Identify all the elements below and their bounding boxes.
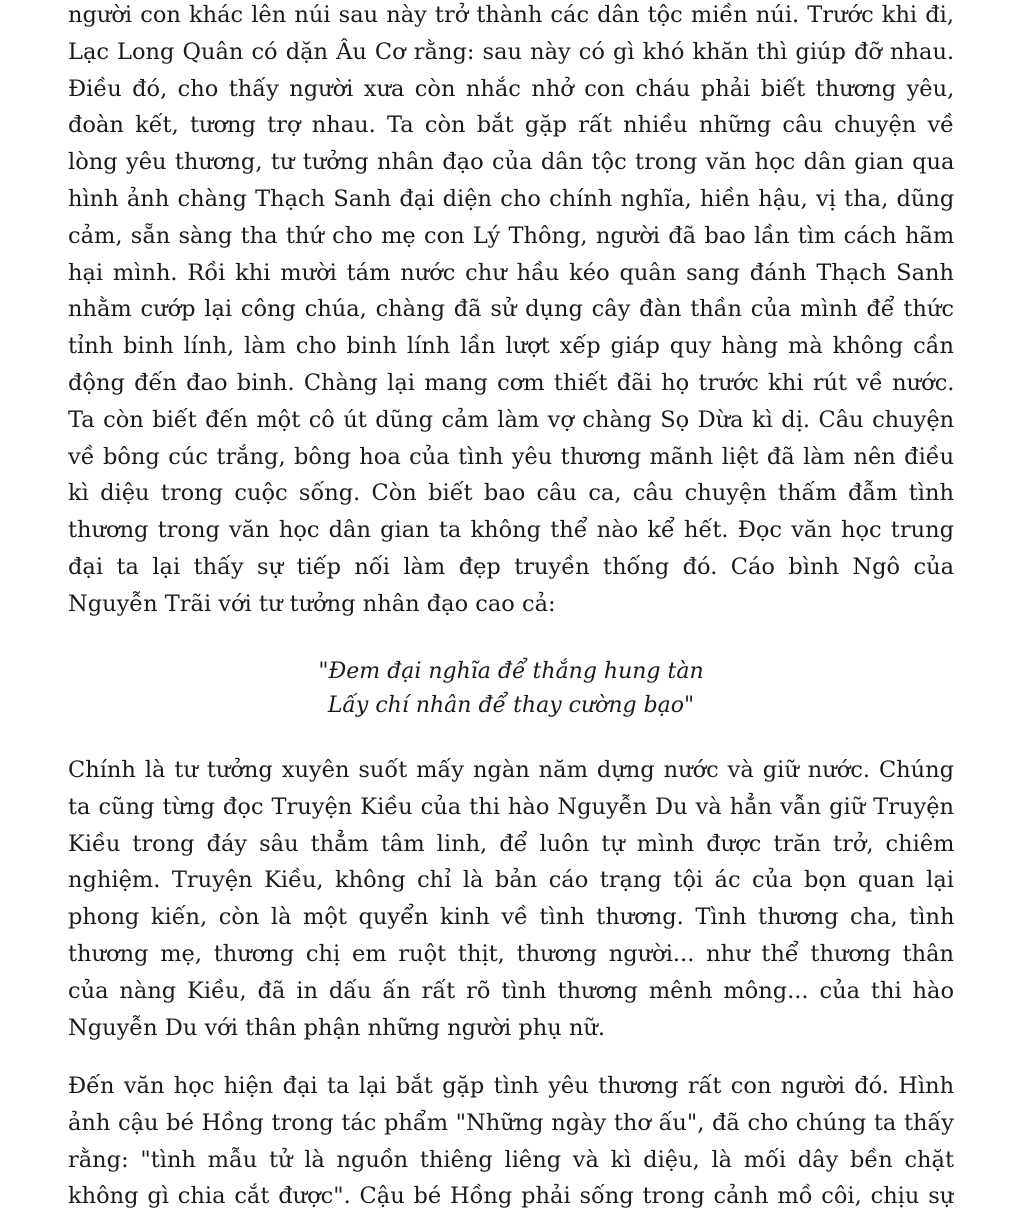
text-line: Điều đó, cho thấy người xưa còn nhắc nhở con cháu phải biết thương yêu, <box>68 75 954 102</box>
text-line: lòng yêu thương, tư tưởng nhân đạo của dân tộc trong văn học dân gian qua <box>68 149 954 176</box>
text-line: hại mình. Rồi khi mười tám nước chư hầu kéo quân sang đánh Thạch Sanh <box>68 259 954 286</box>
text-line: ảnh cậu bé Hồng trong tác phẩm "Những ngày thơ ấu", đã cho chúng ta thấy <box>68 1109 954 1136</box>
text-line: Chính là tư tưởng xuyên suốt mấy ngàn năm dựng nước và giữ nước. Chúng <box>68 757 954 783</box>
text-line: về bông cúc trắng, bông hoa của tình yêu thương mãnh liệt đã làm nên điều <box>68 443 954 470</box>
text-line: đại ta lại thấy sự tiếp nối làm đẹp truyền thống đó. Cáo bình Ngô của <box>68 553 954 580</box>
paragraph-3 <box>68 1068 954 1215</box>
quote-line: "Đem đại nghĩa để thắng hung tàn <box>318 659 704 684</box>
text-line: ta cũng từng đọc Truyện Kiều của thi hào Nguyễn Du và hẳn vẫn giữ Truyện <box>68 793 954 820</box>
text-line: kì diệu trong cuộc sống. Còn biết bao câu ca, câu chuyện thấm đẫm tình <box>68 480 954 507</box>
text-line: Nguyễn Trãi với tư tưởng nhân đạo cao cả: <box>68 590 556 617</box>
text-line: hình ảnh chàng Thạch Sanh đại diện cho chính nghĩa, hiền hậu, vị tha, dũng <box>68 185 954 212</box>
text-line: Đến văn học hiện đại ta lại bắt gặp tình yêu thương rất con người đó. Hình <box>68 1073 954 1099</box>
poem-quote <box>68 655 954 723</box>
text-line: nhằm cướp lại công chúa, chàng đã sử dụng cây đàn thần của mình để thức <box>68 296 954 323</box>
text-line: của nàng Kiều, đã in dấu ấn rất rõ tình thương mênh mông... của thi hào <box>68 977 954 1004</box>
text-line: rằng: "tình mẫu tử là nguồn thiêng liêng và kì diệu, là mối dây bền chặt <box>68 1146 954 1173</box>
text-line: Lạc Long Quân có dặn Âu Cơ rằng: sau này có gì khó khăn thì giúp đỡ nhau. <box>68 38 954 65</box>
text-line: tỉnh binh lính, làm cho binh lính lần lượt xếp giáp quy hàng mà không cần <box>68 333 954 360</box>
text-line: động đến đao binh. Chàng lại mang cơm thiết đãi họ trước khi rút về nước. <box>68 369 954 396</box>
text-line: không gì chia cắt được". Cậu bé Hồng phải sống trong cảnh mồ côi, chịu sự <box>68 1183 954 1210</box>
text-line: thương mẹ, thương chị em ruột thịt, thương người... như thể thương thân <box>68 940 954 967</box>
text-line: thương trong văn học dân gian ta không thể nào kể hết. Đọc văn học trung <box>68 517 954 544</box>
text-line: Ta còn biết đến một cô út dũng cảm làm vợ chàng Sọ Dừa kì dị. Câu chuyện <box>68 406 954 433</box>
text-line: Kiều trong đáy sâu thẳm tâm linh, để luôn tự mình được trăn trở, chiêm <box>68 830 954 857</box>
text-line: phong kiến, còn là một quyển kinh về tình thương. Tình thương cha, tình <box>68 904 954 931</box>
text-line: cảm, sẵn sàng tha thứ cho mẹ con Lý Thông, người đã bao lần tìm cách hãm <box>68 222 954 249</box>
text-line: người con khác lên núi sau này trở thành các dân tộc miền núi. Trước khi đi, <box>68 2 954 28</box>
paragraph-2 <box>68 752 954 1046</box>
quote-line: Lấy chí nhân để thay cường bạo" <box>327 693 695 718</box>
text-line: Nguyễn Du với thân phận những người phụ nữ. <box>68 1014 606 1041</box>
paragraph-1 <box>68 0 954 623</box>
text-line: nghiệm. Truyện Kiều, không chỉ là bản cáo trạng tội ác của bọn quan lại <box>68 867 954 894</box>
text-line: đoàn kết, tương trợ nhau. Ta còn bắt gặp rất nhiều những câu chuyện về <box>68 112 954 139</box>
